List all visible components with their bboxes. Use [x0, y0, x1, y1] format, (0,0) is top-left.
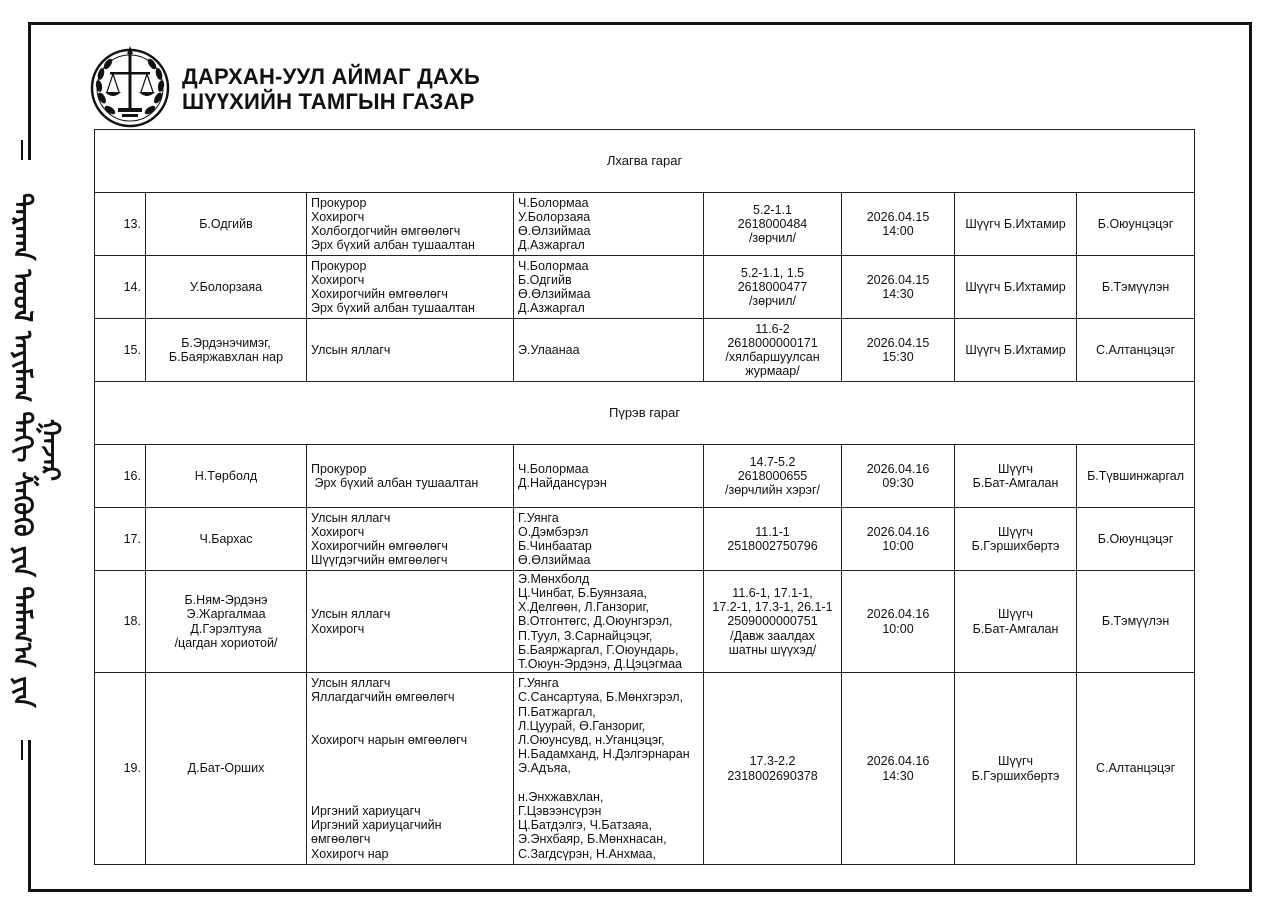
role-spacer: [311, 790, 509, 804]
role: Хохирогч: [311, 209, 365, 224]
participant: Т.Оюун-Эрдэнэ, Д.Цэцэгмаа: [518, 657, 682, 671]
judge-title: Шүүгч: [997, 524, 1034, 539]
participant: О.Дэмбэрэл: [518, 524, 589, 539]
role-spacer: [311, 719, 509, 733]
judge-name: Шүүгч Б.Ихтамир: [965, 279, 1066, 294]
case-line: 5.2-1.1, 1.5: [740, 265, 805, 280]
defendant-name: Э.Жаргалмаа: [186, 607, 266, 622]
case-line: 11.6-2: [755, 321, 790, 336]
row-number: 16.: [95, 445, 146, 508]
detention-note: /цагдан хориотой/: [174, 635, 278, 650]
org-title-line-1: ДАРХАН-УУЛ АЙМАГ ДАХЬ: [182, 64, 480, 89]
datetime-cell: [842, 673, 955, 865]
defendant-cell: [146, 256, 307, 319]
row-number: 13.: [95, 193, 146, 256]
case-cell: [704, 571, 842, 673]
case-cell: [704, 508, 842, 571]
participant-spacer: [518, 776, 699, 790]
defendant-cell: [146, 445, 307, 508]
defendant-name: Б.Баяржавхлан нар: [168, 350, 284, 364]
case-line: 17.3-2.2: [749, 754, 796, 769]
defendant-cell: [146, 571, 307, 673]
role: Иргэний хариуцагч: [311, 803, 421, 818]
judge-cell: [955, 319, 1077, 382]
role: Хохирогчийн өмгөөлөгч: [311, 287, 448, 301]
clerk-cell: С.Алтанцэцэг: [1077, 319, 1195, 382]
case-line: 2318002690378: [727, 768, 818, 783]
hearing-time: 09:30: [882, 476, 914, 490]
hearing-date: 2026.04.15: [866, 209, 930, 224]
participant: Э.Энхбаяр, Б.Мөнхнасан,: [518, 832, 667, 847]
datetime-cell: [842, 445, 955, 508]
judge-name: Шүүгч Б.Ихтамир: [965, 342, 1066, 357]
day-header-row: [95, 382, 1195, 445]
role: Прокурор: [311, 195, 367, 210]
hearing-date: 2026.04.16: [866, 607, 930, 622]
case-line: 11.6-1, 17.1-1,: [732, 585, 813, 600]
role: Эрх бүхий албан тушаалтан: [311, 238, 475, 253]
table-row: [95, 193, 1195, 256]
clerk-cell: С.Алтанцэцэг: [1077, 673, 1195, 865]
day-header-row: [95, 130, 1195, 193]
role: Хохирогчийн өмгөөлөгч: [311, 539, 448, 553]
defendant-name: Н.Төрболд: [194, 468, 258, 483]
case-line: /зөрчил/: [748, 294, 797, 309]
day-label: Пүрэв гараг: [95, 382, 1195, 445]
defendant-cell: [146, 673, 307, 865]
role: Хохирогч: [311, 524, 365, 539]
role-spacer: [311, 761, 509, 775]
participants-cell: [514, 571, 704, 673]
participant: В.Отгонтөгс, Д.Оюунгэрэл,: [518, 614, 673, 629]
judge-cell: [955, 256, 1077, 319]
role: Улсын яллагч: [311, 510, 391, 525]
participant: У.Болорзаяа: [518, 209, 591, 224]
day-label: Лхагва гараг: [95, 130, 1195, 193]
clerk-cell: Б.Оюунцэцэг: [1077, 508, 1195, 571]
case-line: /зөрчлийн хэрэг/: [725, 483, 820, 498]
participant: Ч.Болормаа: [518, 195, 589, 210]
defendant-name: Б.Одгийв: [199, 216, 253, 231]
datetime-cell: [842, 319, 955, 382]
judge-cell: [955, 673, 1077, 865]
datetime-cell: [842, 508, 955, 571]
participants-cell: [514, 256, 704, 319]
case-line: 11.1-1: [755, 524, 790, 539]
case-line: 5.2-1.1: [753, 202, 792, 217]
role: Яллагдагчийн өмгөөлөгч: [311, 690, 455, 705]
defendant-name: Б.Ням-Эрдэнэ: [184, 593, 268, 608]
role: өмгөөлөгч: [311, 832, 371, 847]
case-cell: [704, 445, 842, 508]
case-line: 2618000000171: [727, 335, 818, 350]
role-spacer: [311, 776, 509, 790]
participant: Э.Улаанаа: [518, 342, 580, 357]
role: Хохирогч нарын өмгөөлөгч: [311, 733, 468, 747]
roles-cell: [307, 673, 514, 865]
hearing-time: 15:30: [882, 350, 914, 364]
case-line: 2509000000751: [727, 614, 818, 629]
participant: Ө.Өлзиймаа: [518, 224, 591, 238]
participant: Г.Уянга: [518, 510, 559, 525]
roles-cell: [307, 256, 514, 319]
participant: Б.Баяржаргал, Г.Оюундарь,: [518, 642, 679, 657]
participant: Г.Цэвээнсүрэн: [518, 804, 602, 818]
case-line: /зөрчил/: [748, 231, 797, 246]
participant: Б.Чинбаатар: [518, 539, 592, 553]
participant: П.Туул, З.Сарнайцэцэг,: [518, 628, 653, 643]
judge-name: Б.Бат-Амгалан: [972, 476, 1059, 490]
hearing-time: 14:00: [882, 224, 914, 238]
participants-cell: [514, 508, 704, 571]
role: Иргэний хариуцагчийн: [311, 818, 442, 833]
clerk-cell: Б.Тэмүүлэн: [1077, 571, 1195, 673]
defendant-name: Д.Бат-Орших: [187, 761, 265, 776]
participant: Ц.Чинбат, Б.Буянзаяа,: [518, 585, 648, 600]
role: Прокурор: [311, 258, 367, 273]
table-row: [95, 445, 1195, 508]
row-number: 17.: [95, 508, 146, 571]
judge-name: Шүүгч Б.Ихтамир: [965, 216, 1066, 231]
defendant-cell: [146, 193, 307, 256]
judge-name: Б.Гэршихбөртэ: [971, 539, 1060, 553]
participant: Д.Найдансүрэн: [518, 476, 607, 490]
table-row: [95, 256, 1195, 319]
case-line: 2618000484: [737, 216, 808, 231]
role: Улсын яллагч: [311, 342, 391, 357]
datetime-cell: [842, 571, 955, 673]
judge-title: Шүүгч: [997, 461, 1034, 476]
role: Хохирогч: [311, 272, 365, 287]
roles-cell: [307, 445, 514, 508]
case-line: 17.2-1, 17.3-1, 26.1-1: [712, 600, 833, 615]
role: Улсын яллагч: [311, 676, 391, 691]
case-cell: [704, 193, 842, 256]
roles-cell: [307, 193, 514, 256]
table-row: [95, 319, 1195, 382]
participant: Х.Делгөөн, Л.Ганзориг,: [518, 600, 649, 615]
judge-title: Шүүгч: [997, 607, 1034, 622]
organization-title: [182, 64, 480, 114]
participant: Л.Цуурай, Ө.Ганзориг,: [518, 718, 646, 733]
defendant-name: Ч.Бархас: [199, 531, 253, 546]
row-number: 19.: [95, 673, 146, 865]
case-line: 2618000655: [737, 468, 808, 483]
case-line: 2618000477: [737, 279, 808, 294]
role-spacer: [311, 747, 509, 761]
participant: С.Загдсүрэн, Н.Анхмаа,: [518, 846, 656, 861]
clerk-cell: Б.Тэмүүлэн: [1077, 256, 1195, 319]
defendant-cell: [146, 319, 307, 382]
participant: н.Энхжавхлан,: [518, 789, 604, 804]
participants-cell: [514, 445, 704, 508]
role: Эрх бүхий албан тушаалтан: [311, 301, 475, 316]
role: Прокурор: [311, 461, 367, 476]
datetime-cell: [842, 256, 955, 319]
hearing-date: 2026.04.16: [866, 461, 930, 476]
hearing-schedule-table: [94, 129, 1195, 865]
table-row: [95, 673, 1195, 865]
role: Хохирогч нар: [311, 846, 389, 861]
table-row: [95, 508, 1195, 571]
judge-cell: [955, 571, 1077, 673]
participants-cell: [514, 193, 704, 256]
judge-title: Шүүгч: [997, 754, 1034, 769]
participant: Ө.Өлзиймаа: [518, 287, 591, 301]
defendant-name: Д.Гэрэлтуяа: [190, 621, 262, 636]
role-spacer: [311, 705, 509, 719]
case-line: шатны шүүхэд/: [728, 642, 817, 657]
clerk-cell: Б.Оюунцэцэг: [1077, 193, 1195, 256]
case-cell: [704, 673, 842, 865]
hearing-time: 10:00: [882, 539, 914, 553]
hearing-time: 10:00: [882, 621, 914, 636]
vertical-mongolian-script: [2, 140, 65, 760]
participant: Н.Бадамханд, Н.Дэлгэрнаран: [518, 747, 690, 762]
participant: Ч.Болормаа: [518, 258, 589, 273]
table-row: [95, 571, 1195, 673]
participant: Ч.Болормаа: [518, 461, 589, 476]
participant: Б.Одгийв: [518, 272, 572, 287]
role: Эрх бүхий албан тушаалтан: [311, 476, 479, 490]
hearing-date: 2026.04.15: [866, 335, 930, 350]
participant: Д.Азжаргал: [518, 301, 585, 316]
clerk-cell: Б.Түвшинжаргал: [1077, 445, 1195, 508]
court-emblem-icon: [88, 42, 172, 132]
participant: Д.Азжаргал: [518, 238, 585, 253]
row-number: 15.: [95, 319, 146, 382]
case-line: /Давж заалдах: [730, 628, 815, 643]
participant: Л.Оюунсувд, н.Уганцэцэг,: [518, 733, 665, 747]
roles-cell: [307, 319, 514, 382]
row-number: 14.: [95, 256, 146, 319]
roles-cell: [307, 571, 514, 673]
judge-cell: [955, 193, 1077, 256]
participants-cell: [514, 319, 704, 382]
hearing-date: 2026.04.16: [866, 754, 930, 769]
case-cell: [704, 256, 842, 319]
defendant-cell: [146, 508, 307, 571]
participant: Г.Уянга: [518, 676, 559, 691]
role: Шүүгдэгчийн өмгөөлөгч: [311, 553, 448, 568]
hearing-time: 14:30: [882, 768, 914, 783]
case-line: 2518002750796: [727, 539, 818, 553]
hearing-date: 2026.04.15: [866, 272, 930, 287]
hearing-date: 2026.04.16: [866, 524, 930, 539]
participant: Ц.Батдэлгэ, Ч.Батзаяа,: [518, 818, 652, 833]
case-line: /хялбаршуулсан: [725, 350, 820, 364]
participant: С.Сансартуяа, Б.Мөнхгэрэл,: [518, 690, 683, 705]
datetime-cell: [842, 193, 955, 256]
hearing-time: 14:30: [882, 287, 914, 301]
case-line: журмаар/: [745, 364, 800, 379]
role: Улсын яллагч: [311, 607, 391, 622]
role: Холбогдогчийн өмгөөлөгч: [311, 224, 461, 238]
org-title-line-2: ШҮҮХИЙН ТАМГЫН ГАЗАР: [182, 89, 475, 114]
judge-name: Б.Бат-Амгалан: [972, 621, 1059, 636]
row-number: 18.: [95, 571, 146, 673]
vertical-script-text: ᠳᠠᠷᠬᠠᠨ ᠤᠤᠯ ᠠᠶᠢᠮᠠᠭ ᠳᠠᠬᠢ ᠱᠡᠭᠦᠬᠦ ᠶᠢᠨ ᠲᠠᠮᠠᠭ᠎ᠠ ᠶᠢᠨ ᠭᠠᠵᠠᠷ: [8, 160, 36, 740]
participant: Ө.Өлзиймаа: [518, 553, 591, 568]
judge-cell: [955, 445, 1077, 508]
defendant-name: У.Болорзаяа: [189, 279, 263, 294]
role: Хохирогч: [311, 621, 365, 636]
participants-cell: [514, 673, 704, 865]
defendant-name: Б.Эрдэнэчимэг,: [181, 335, 271, 350]
case-cell: [704, 319, 842, 382]
judge-name: Б.Гэршихбөртэ: [971, 768, 1060, 783]
participant: Э.Мөнхболд: [518, 571, 590, 586]
case-line: 14.7-5.2: [749, 454, 796, 469]
participant: Э.Адъяа,: [518, 761, 571, 776]
judge-cell: [955, 508, 1077, 571]
roles-cell: [307, 508, 514, 571]
participant: П.Батжаргал,: [518, 704, 596, 719]
